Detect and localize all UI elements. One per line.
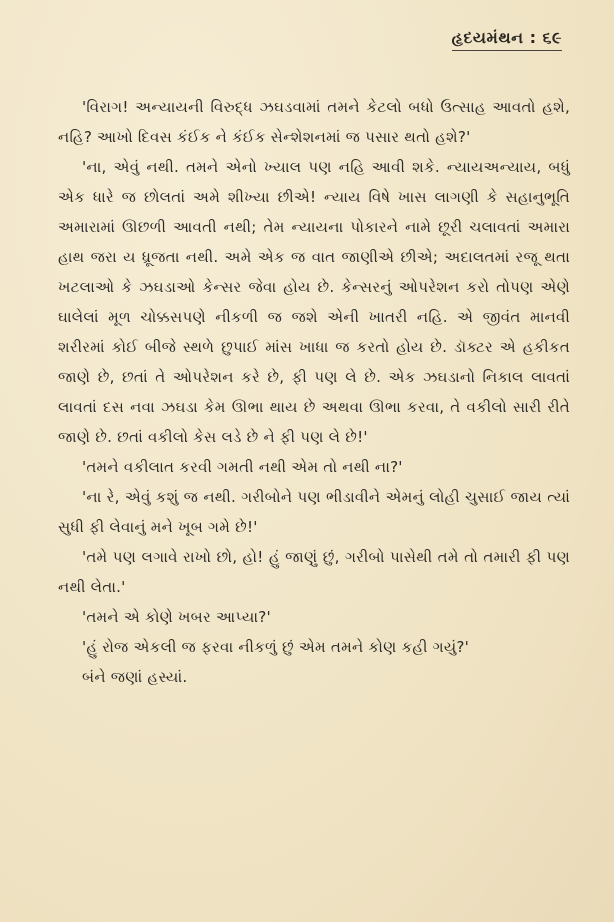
paragraph: 'તમે પણ લગાવે રાખો છો, હો! હું જાણું છું, ગરીબો પાસેથી તમે તો તમારી ફી પણ નથી લેતા.'	[58, 548, 570, 596]
paragraph: 'હું રોજ એકલી જ ફરવા નીકળું છું એમ તમને કોણ કહી ગયું?'	[82, 638, 469, 656]
paragraph: 'ના, એવું નથી. તમને એનો ખ્યાલ પણ નહિ આવી શકે. ન્યાયઅન્યાય, બધું એક ધારે જ છોલતાં અમે શીખ્યા છીએ! ન્યાય વિષે ખાસ લાગણી કે સહાનુભૂતિ અમારામાં ઊછળી આવતી નથી; તેમ ન્યાયના પોકારને નામે છૂરી ચલાવતાં અમારા હાથ જરા ય ધ્રૂજતા નથી. અમે એક જ વાત જાણીએ છીએ; અદાલતમાં રજૂ થતા ખટલાઓ કે ઝઘડાઓ કેન્સર જેવા હોય છે. કેન્સરનું ઓપરેશન કરો તોપણ એણે ઘાલેલાં મૂળ ચોક્કસપણે નીકળી જ જશે એની ખાતરી નહિ. એ જીવંત માનવી શરીરમાં કોઈ બીજે સ્થળે છુપાઈ માંસ ખાધા જ કરતો હોય છે. ડૉક્ટર એ હકીકત જાણે છે, છતાં તે ઓપરેશન કરે છે, ફી પણ લે છે. એક ઝઘડાનો નિકાલ લાવતાં લાવતાં દસ નવા ઝઘડા કેમ ઊભા થાય છે અથવા ઊભા કરવા, તે વકીલો સારી રીતે જાણે છે. છતાં વકીલો કેસ લડે છે ને ફી પણ લે છે!'	[58, 158, 570, 446]
paragraph: 'વિરાગ! અન્યાયની વિરુદ્ધ ઝઘડવામાં તમને કેટલો બધો ઉત્સાહ આવતો હશે, નહિ? આખો દિવસ કંઈક ને કંઈક સેન્શેશનમાં જ પસાર થતો હશે?'	[58, 98, 570, 146]
header-underline	[452, 50, 562, 51]
paragraph: 'તમને વકીલાત કરવી ગમતી નથી એમ તો નથી ના?'	[82, 458, 403, 476]
paragraph: 'ના રે, એવું કશું જ નથી. ગરીબોને પણ ભીડાવીને એમનું લોહી ચુસાઈ જાય ત્યાં સુધી ફી લેવાનું મને ખૂબ ગમે છે!'	[58, 488, 570, 536]
paragraph: બંને જણાં હસ્યાં.	[82, 668, 188, 686]
body-text	[58, 92, 570, 692]
running-title: હૃદયમંથન : ૬૯	[451, 28, 562, 47]
paragraph: 'તમને એ કોણે ખબર આપ્યા?'	[82, 608, 271, 626]
running-header	[452, 28, 562, 51]
